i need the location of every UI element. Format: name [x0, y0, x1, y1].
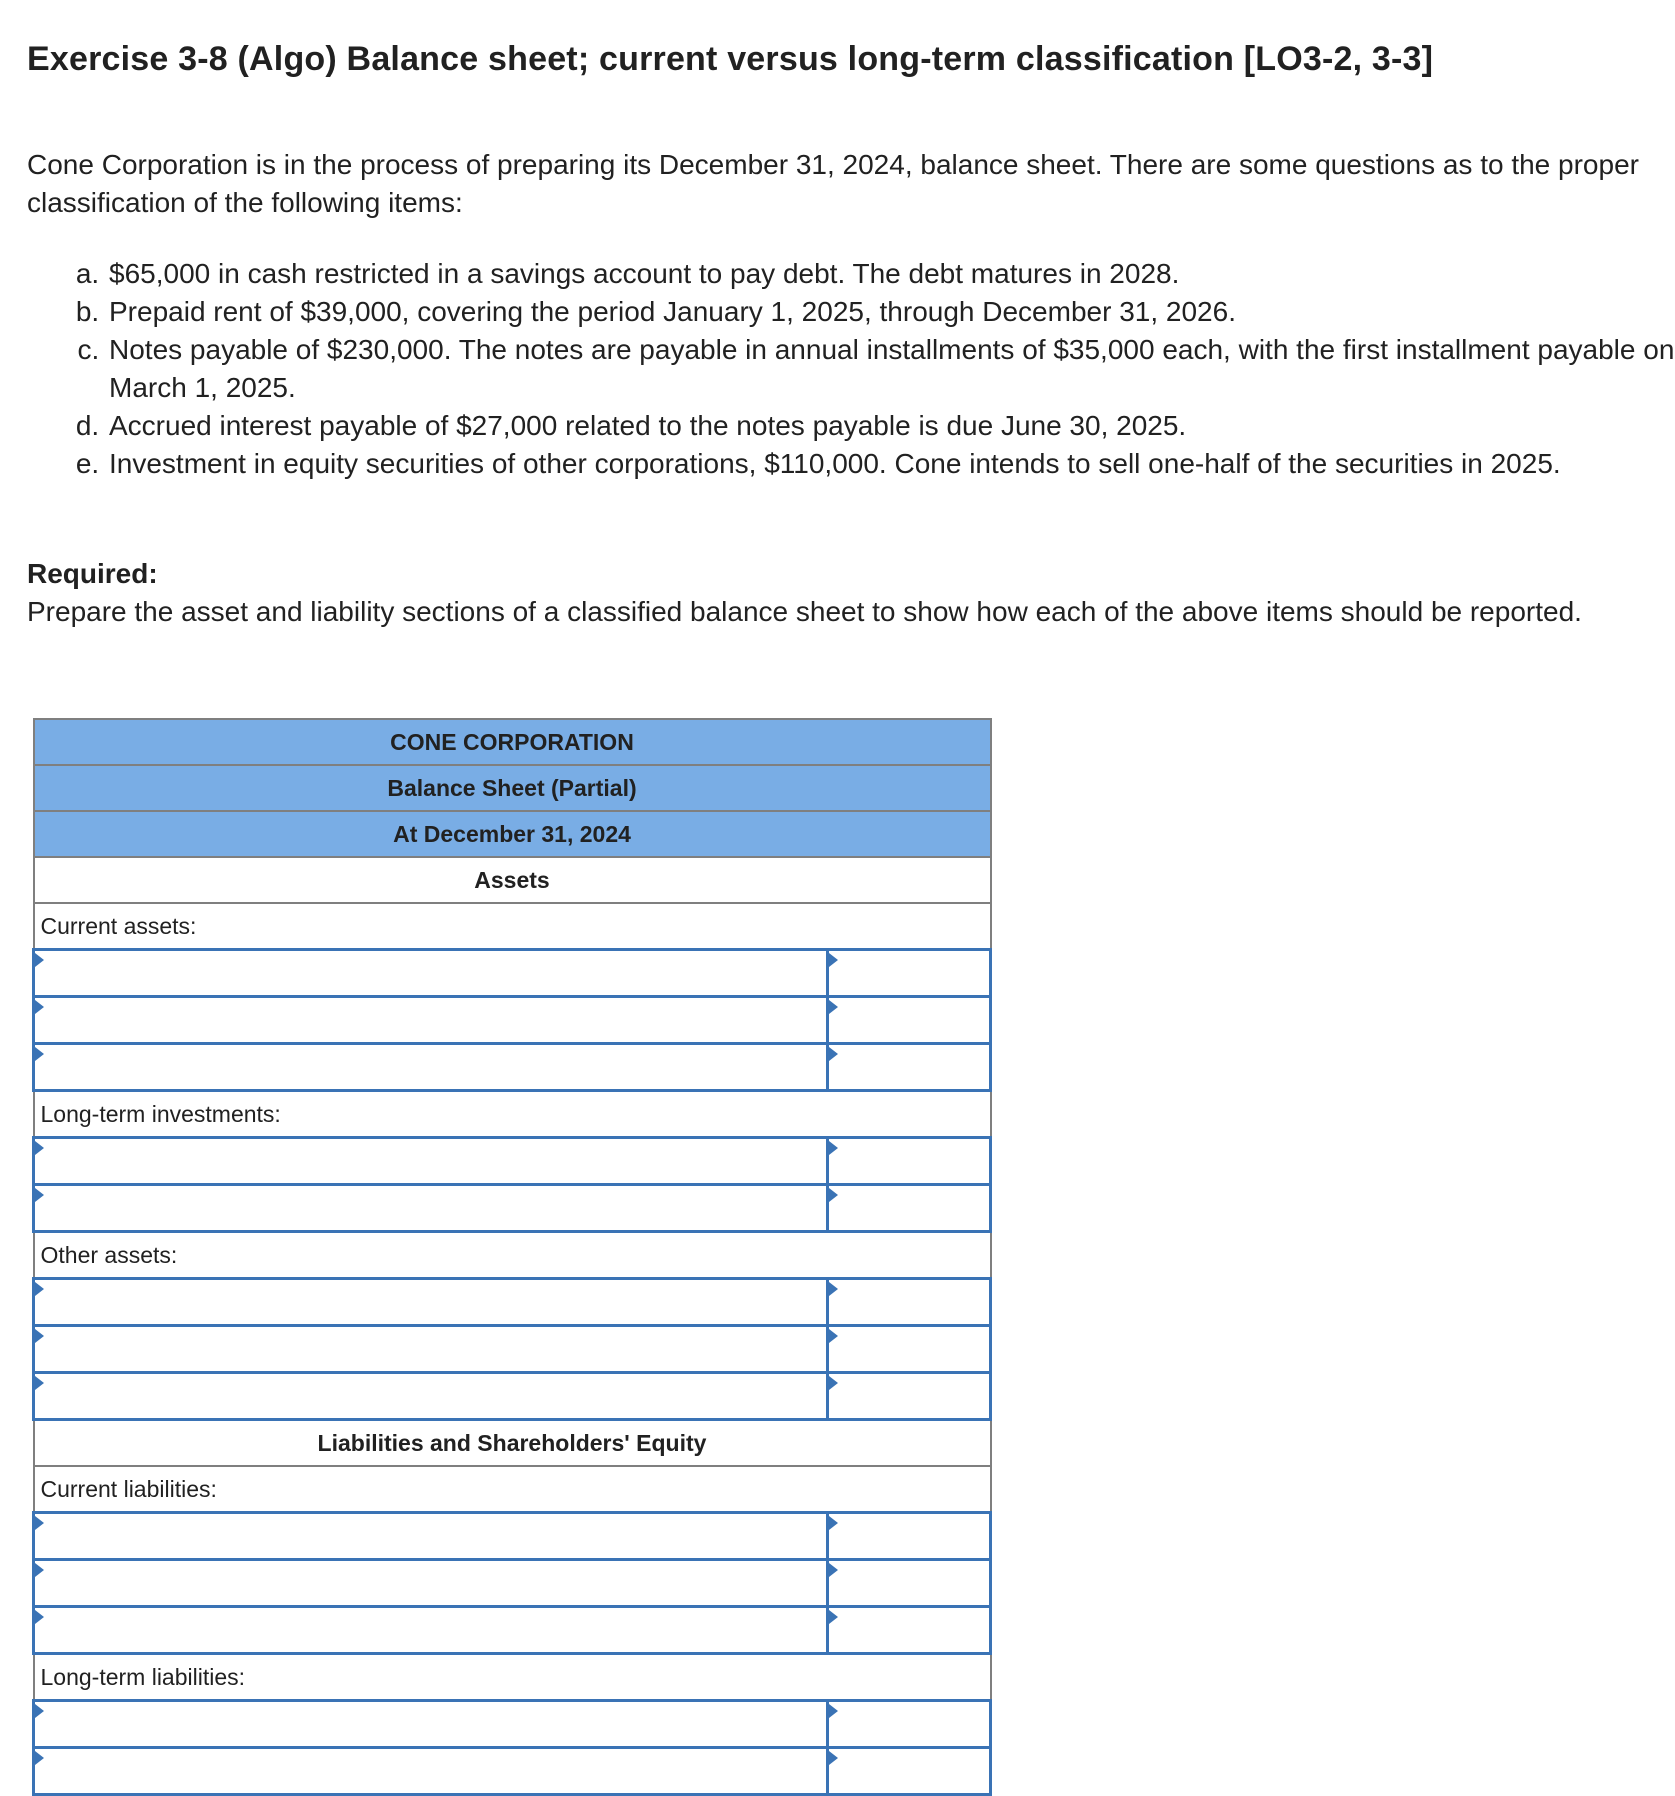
dropdown-indicator-icon — [829, 953, 838, 967]
other-assets-amount-cell[interactable] — [828, 1279, 991, 1326]
current-assets-account-cell[interactable] — [34, 950, 828, 997]
dropdown-indicator-icon — [829, 1141, 838, 1155]
current-liabilities-amount-input[interactable] — [829, 1516, 989, 1556]
long-term-investments-amount-input[interactable] — [829, 1188, 989, 1228]
other-assets-row — [34, 1373, 991, 1420]
long-term-liabilities-amount-cell[interactable] — [828, 1748, 991, 1795]
current-assets-amount-cell[interactable] — [828, 950, 991, 997]
long-term-liabilities-row — [34, 1748, 991, 1795]
current-assets-account-input[interactable] — [35, 1047, 826, 1087]
dropdown-indicator-icon — [35, 953, 44, 967]
long-term-investments-row — [34, 1185, 991, 1232]
required-text: Prepare the asset and liability sections of a classified balance sheet to show how each of the above items should be reported. — [27, 596, 1582, 627]
other-assets-amount-cell[interactable] — [828, 1326, 991, 1373]
long-term-liabilities-account-input[interactable] — [35, 1704, 826, 1744]
current-assets-amount-cell[interactable] — [828, 1044, 991, 1091]
dropdown-indicator-icon — [829, 1516, 838, 1530]
liabilities-header: Liabilities and Shareholders' Equity — [34, 1420, 991, 1467]
statement-date: At December 31, 2024 — [34, 811, 991, 857]
company-name: CONE CORPORATION — [34, 719, 991, 765]
other-assets-account-input[interactable] — [35, 1376, 826, 1416]
current-liabilities-account-input[interactable] — [35, 1563, 826, 1603]
dropdown-indicator-icon — [35, 1751, 44, 1765]
statement-name: Balance Sheet (Partial) — [34, 765, 991, 811]
dropdown-indicator-icon — [35, 1610, 44, 1624]
long-term-liabilities-amount-input[interactable] — [829, 1751, 989, 1791]
other-assets-amount-input[interactable] — [829, 1329, 989, 1369]
current-assets-account-input[interactable] — [35, 953, 826, 993]
assets-header: Assets — [34, 857, 991, 903]
current-liabilities-account-cell[interactable] — [34, 1513, 828, 1560]
long-term-investments-account-cell[interactable] — [34, 1185, 828, 1232]
list-item: e. Investment in equity securities of other corporations, $110,000. Cone intends to sell one-half of the securities in 2025. — [107, 445, 1675, 483]
long-term-liabilities-row — [34, 1701, 991, 1748]
list-item: a. $65,000 in cash restricted in a savings account to pay debt. The debt matures in 2028. — [107, 255, 1675, 293]
long-term-investments-account-input[interactable] — [35, 1188, 826, 1228]
dropdown-indicator-icon — [35, 1188, 44, 1202]
other-assets-account-input[interactable] — [35, 1329, 826, 1369]
long-term-liabilities-amount-cell[interactable] — [828, 1701, 991, 1748]
dropdown-indicator-icon — [829, 1000, 838, 1014]
dropdown-indicator-icon — [829, 1329, 838, 1343]
current-liabilities-amount-cell[interactable] — [828, 1560, 991, 1607]
other-assets-label: Other assets: — [34, 1232, 991, 1279]
dropdown-indicator-icon — [829, 1047, 838, 1061]
list-item: c. Notes payable of $230,000. The notes are payable in annual installments of $35,000 each, with the first installment payable on March 1, 2025. — [107, 331, 1675, 407]
long-term-investments-amount-cell[interactable] — [828, 1185, 991, 1232]
intro-text: Cone Corporation is in the process of preparing its December 31, 2024, balance sheet. There are some questions as to the proper classification of the following items: — [27, 149, 1639, 218]
other-assets-amount-cell[interactable] — [828, 1373, 991, 1420]
current-assets-amount-input[interactable] — [829, 1000, 989, 1040]
current-assets-amount-input[interactable] — [829, 1047, 989, 1087]
other-assets-amount-input[interactable] — [829, 1282, 989, 1322]
long-term-investments-amount-cell[interactable] — [828, 1138, 991, 1185]
list-item: b. Prepaid rent of $39,000, covering the period January 1, 2025, through December 31, 2026. — [107, 293, 1675, 331]
other-assets-account-cell[interactable] — [34, 1373, 828, 1420]
dropdown-indicator-icon — [829, 1188, 838, 1202]
current-liabilities-account-cell[interactable] — [34, 1607, 828, 1654]
dropdown-indicator-icon — [35, 1376, 44, 1390]
long-term-investments-label: Long-term investments: — [34, 1091, 991, 1138]
dropdown-indicator-icon — [829, 1704, 838, 1718]
current-assets-row — [34, 950, 991, 997]
long-term-liabilities-amount-input[interactable] — [829, 1704, 989, 1744]
dropdown-indicator-icon — [829, 1751, 838, 1765]
current-liabilities-row — [34, 1560, 991, 1607]
dropdown-indicator-icon — [35, 1329, 44, 1343]
items-list — [66, 255, 1675, 483]
dropdown-indicator-icon — [35, 1516, 44, 1530]
dropdown-indicator-icon — [829, 1282, 838, 1296]
current-assets-amount-input[interactable] — [829, 953, 989, 993]
current-liabilities-row — [34, 1607, 991, 1654]
current-liabilities-row — [34, 1513, 991, 1560]
current-liabilities-amount-cell[interactable] — [828, 1513, 991, 1560]
dropdown-indicator-icon — [829, 1376, 838, 1390]
long-term-investments-account-input[interactable] — [35, 1141, 826, 1181]
dropdown-indicator-icon — [829, 1563, 838, 1577]
other-assets-amount-input[interactable] — [829, 1376, 989, 1416]
current-liabilities-account-input[interactable] — [35, 1516, 826, 1556]
dropdown-indicator-icon — [35, 1563, 44, 1577]
dropdown-indicator-icon — [35, 1704, 44, 1718]
current-liabilities-amount-input[interactable] — [829, 1563, 989, 1603]
current-assets-account-input[interactable] — [35, 1000, 826, 1040]
long-term-investments-account-cell[interactable] — [34, 1138, 828, 1185]
balance-sheet-table — [32, 718, 992, 1796]
other-assets-row — [34, 1279, 991, 1326]
current-assets-account-cell[interactable] — [34, 997, 828, 1044]
list-item: d. Accrued interest payable of $27,000 related to the notes payable is due June 30, 2025. — [107, 407, 1675, 445]
current-liabilities-account-input[interactable] — [35, 1610, 826, 1650]
other-assets-account-cell[interactable] — [34, 1326, 828, 1373]
required-label: Required: — [27, 558, 158, 589]
other-assets-row — [34, 1326, 991, 1373]
long-term-liabilities-account-cell[interactable] — [34, 1748, 828, 1795]
dropdown-indicator-icon — [35, 1000, 44, 1014]
current-assets-label: Current assets: — [34, 903, 991, 950]
current-liabilities-label: Current liabilities: — [34, 1466, 991, 1513]
dropdown-indicator-icon — [35, 1141, 44, 1155]
current-assets-amount-cell[interactable] — [828, 997, 991, 1044]
dropdown-indicator-icon — [35, 1282, 44, 1296]
current-assets-row — [34, 997, 991, 1044]
dropdown-indicator-icon — [35, 1047, 44, 1061]
required-section — [27, 555, 1647, 631]
long-term-liabilities-account-cell[interactable] — [34, 1701, 828, 1748]
long-term-investments-row — [34, 1138, 991, 1185]
current-assets-row — [34, 1044, 991, 1091]
current-assets-account-cell[interactable] — [34, 1044, 828, 1091]
current-liabilities-account-cell[interactable] — [34, 1560, 828, 1607]
other-assets-account-cell[interactable] — [34, 1279, 828, 1326]
long-term-investments-amount-input[interactable] — [829, 1141, 989, 1181]
current-liabilities-amount-input[interactable] — [829, 1610, 989, 1650]
other-assets-account-input[interactable] — [35, 1282, 826, 1322]
long-term-liabilities-label: Long-term liabilities: — [34, 1654, 991, 1701]
dropdown-indicator-icon — [829, 1610, 838, 1624]
page-title: Exercise 3-8 (Algo) Balance sheet; current versus long-term classification [LO3-2, 3-3] — [27, 40, 1434, 78]
long-term-liabilities-account-input[interactable] — [35, 1751, 826, 1791]
current-liabilities-amount-cell[interactable] — [828, 1607, 991, 1654]
